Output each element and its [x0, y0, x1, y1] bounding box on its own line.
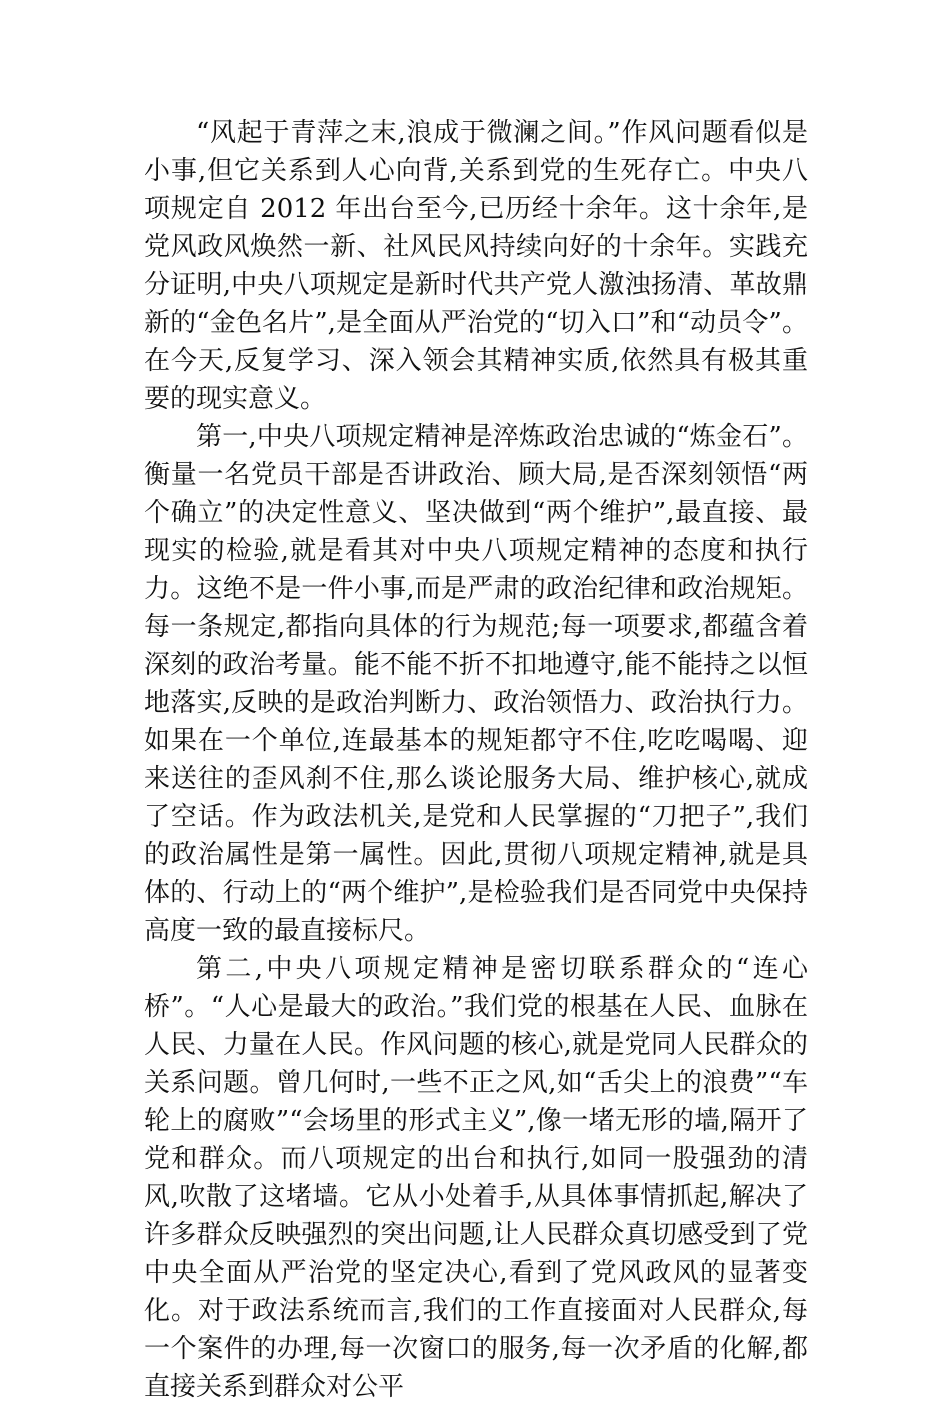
paragraph-intro: “风起于青萍之末,浪成于微澜之间。”作风问题看似是小事,但它关系到人心向背,关系到党的生死存亡。中央八项规定自 2012 年出台至今,已历经十余年。这十余年,是党风政风焕然一新、社风民风持续向好的十余年。实践充分证明,中央八项规定是新时代共产党人激浊扬清、革故鼎新的“金色名片”,是全面从严治党的“切入口”和“动员令”。在今天,反复学习、深入领会其精神实质,依然具有极其重要的现实意义。	[144, 118, 808, 414]
paragraph-first-point: 第一,中央八项规定精神是淬炼政治忠诚的“炼金石”。衡量一名党员干部是否讲政治、顾大局,是否深刻领悟“两个确立”的决定性意义、坚决做到“两个维护”,最直接、最现实的检验,就是看其对中央八项规定精神的态度和执行力。这绝不是一件小事,而是严肃的政治纪律和政治规矩。每一条规定,都指向具体的行为规范;每一项要求,都蕴含着深刻的政治考量。能不能不折不扣地遵守,能不能持之以恒地落实,反映的是政治判断力、政治领悟力、政治执行力。如果在一个单位,连最基本的规矩都守不住,吃吃喝喝、迎来送往的歪风刹不住,那么谈论服务大局、维护核心,就成了空话。作为政法机关,是党和人民掌握的“刀把子”,我们的政治属性是第一属性。因此,贯彻八项规定精神,就是具体的、行动上的“两个维护”,是检验我们是否同党中央保持高度一致的最直接标尺。	[144, 422, 808, 946]
paragraph-second-point: 第二,中央八项规定精神是密切联系群众的“连心桥”。“人心是最大的政治。”我们党的根基在人民、血脉在人民、力量在人民。作风问题的核心,就是党同人民群众的关系问题。曾几何时,一些不正之风,如“舌尖上的浪费”“车轮上的腐败”“会场里的形式主义”,像一堵无形的墙,隔开了党和群众。而八项规定的出台和执行,如同一股强劲的清风,吹散了这堵墙。它从小处着手,从具体事情抓起,解决了许多群众反映强烈的突出问题,让人民群众真切感受到了党中央全面从严治党的坚定决心,看到了党风政风的显著变化。对于政法系统而言,我们的工作直接面对人民群众,每一个案件的办理,每一次窗口的服务,每一次矛盾的化解,都直接关系到群众对公平	[144, 954, 808, 1402]
document-body	[144, 114, 808, 1406]
